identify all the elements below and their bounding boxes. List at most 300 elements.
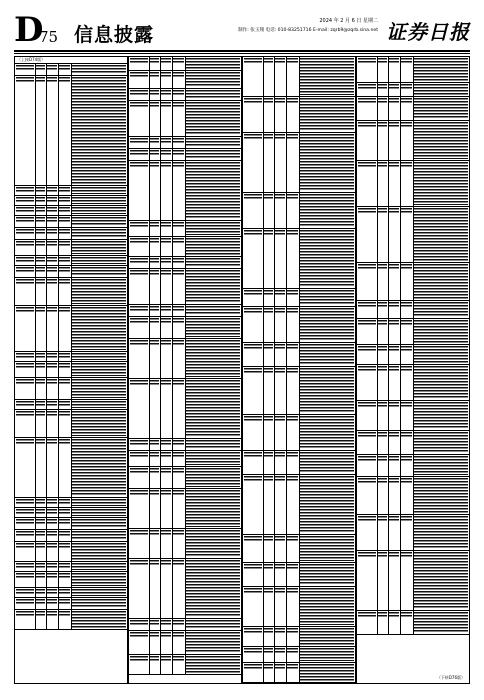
text-texture	[264, 664, 273, 670]
text-texture	[150, 150, 159, 156]
table-cell	[299, 57, 355, 96]
table-cell	[243, 57, 264, 96]
table-row	[15, 542, 127, 562]
table-cell	[71, 76, 127, 185]
text-texture	[130, 138, 148, 144]
text-texture	[16, 599, 34, 605]
table-cell	[299, 475, 355, 534]
text-texture	[36, 353, 45, 359]
text-texture	[275, 536, 284, 542]
text-texture	[130, 656, 148, 662]
table-cell	[71, 228, 127, 239]
table-row	[15, 562, 127, 572]
table-cell	[286, 97, 300, 132]
header-rule	[14, 50, 470, 52]
text-texture	[414, 208, 468, 261]
text-texture	[186, 238, 240, 255]
text-texture	[389, 552, 398, 558]
text-texture	[161, 340, 170, 346]
text-texture	[36, 363, 45, 369]
table-cell	[243, 475, 264, 534]
issue-date: 2024 年 2 月 6 日 星期二	[319, 18, 378, 24]
text-texture	[161, 530, 170, 536]
text-texture	[300, 308, 354, 341]
table-row	[243, 367, 355, 415]
text-texture	[186, 90, 240, 99]
text-texture	[36, 439, 45, 445]
text-texture	[275, 230, 284, 236]
text-texture	[150, 138, 159, 144]
table-cell	[15, 206, 36, 215]
text-texture	[36, 519, 45, 525]
table-cell	[274, 683, 286, 684]
table-cell	[286, 563, 300, 586]
table-cell	[71, 362, 127, 377]
table-row	[357, 263, 469, 301]
table-cell	[243, 229, 264, 288]
text-texture	[130, 530, 148, 536]
text-texture	[414, 84, 468, 95]
text-texture	[264, 58, 273, 64]
text-texture	[47, 611, 56, 617]
text-texture	[358, 264, 376, 270]
table-row	[15, 588, 127, 598]
table-cell	[172, 489, 186, 528]
text-texture	[161, 90, 170, 96]
text-texture	[275, 416, 284, 422]
text-texture	[47, 229, 56, 235]
text-texture	[264, 628, 273, 634]
text-texture	[59, 543, 70, 549]
text-texture	[287, 452, 298, 458]
table-cell	[185, 655, 241, 674]
text-texture	[173, 238, 184, 244]
text-texture	[287, 134, 298, 140]
text-texture	[16, 611, 34, 617]
table-cell	[286, 133, 300, 192]
table-row	[129, 89, 241, 101]
table-row	[15, 400, 127, 410]
table-cell	[129, 439, 150, 450]
text-texture	[59, 353, 70, 359]
table-row	[243, 451, 355, 475]
text-texture	[275, 308, 284, 314]
text-texture	[378, 98, 387, 104]
table-row	[15, 266, 127, 278]
table-cell	[15, 352, 36, 361]
text-texture	[47, 499, 56, 505]
text-texture	[150, 620, 159, 626]
text-texture	[16, 241, 34, 247]
table-cell	[400, 161, 414, 206]
table-cell	[299, 627, 355, 646]
table-cell	[129, 269, 150, 304]
text-texture	[59, 229, 70, 235]
text-texture	[16, 573, 34, 579]
text-texture	[264, 290, 273, 296]
text-texture	[130, 468, 148, 474]
text-texture	[16, 439, 34, 445]
text-texture	[414, 264, 468, 299]
text-texture	[287, 664, 298, 670]
table-cell	[400, 121, 414, 160]
table-cell	[71, 542, 127, 561]
table-cell	[185, 529, 241, 558]
text-texture	[59, 589, 70, 595]
table-cell	[129, 257, 150, 268]
table-cell	[413, 401, 469, 430]
table-cell	[71, 216, 127, 227]
table-cell	[413, 431, 469, 454]
table-cell	[129, 305, 150, 316]
table-cell	[400, 515, 414, 550]
text-texture	[72, 563, 126, 570]
table-cell	[413, 161, 469, 206]
table-cell	[299, 563, 355, 586]
text-texture	[300, 452, 354, 473]
table-cell	[71, 256, 127, 265]
text-texture	[186, 270, 240, 303]
table-cell	[243, 193, 264, 228]
text-texture	[173, 138, 184, 144]
table-row	[357, 431, 469, 455]
table-column-2	[128, 56, 242, 684]
text-texture	[244, 194, 262, 200]
table-cell	[58, 362, 72, 377]
table-row	[357, 365, 469, 401]
table-cell	[58, 278, 72, 305]
table-cell	[413, 121, 469, 160]
table-cell	[172, 619, 186, 630]
table-cell	[286, 367, 300, 414]
text-texture	[401, 456, 412, 462]
text-texture	[378, 612, 387, 618]
text-texture	[401, 516, 412, 522]
text-texture	[150, 162, 159, 168]
table-cell	[400, 401, 414, 430]
table-cell	[400, 263, 414, 300]
table-row	[15, 518, 127, 530]
text-texture	[378, 58, 387, 64]
table-row	[129, 451, 241, 467]
text-texture	[173, 150, 184, 156]
table-cell	[172, 137, 186, 148]
text-texture	[173, 306, 184, 312]
text-texture	[173, 656, 184, 662]
table-cell	[172, 631, 186, 654]
table-cell	[299, 451, 355, 474]
text-texture	[173, 530, 184, 536]
text-texture	[150, 468, 159, 474]
table-row	[243, 193, 355, 229]
table-cell	[185, 559, 241, 618]
table-row	[357, 121, 469, 161]
text-texture	[300, 536, 354, 561]
text-texture	[130, 102, 148, 108]
text-texture	[186, 258, 240, 267]
text-texture	[36, 187, 45, 193]
text-texture	[72, 411, 126, 436]
table-cell	[286, 647, 300, 662]
table-row	[129, 137, 241, 149]
table-cell	[58, 64, 72, 75]
text-texture	[173, 162, 184, 168]
text-texture	[300, 664, 354, 681]
text-texture	[16, 499, 34, 505]
table-row	[129, 257, 241, 269]
text-texture	[186, 380, 240, 437]
text-texture	[389, 122, 398, 128]
text-texture	[358, 208, 376, 214]
table-cell	[413, 455, 469, 476]
text-texture	[72, 363, 126, 376]
text-texture	[130, 380, 148, 386]
table-cell	[129, 655, 150, 674]
text-texture	[47, 267, 56, 273]
table-cell	[185, 71, 241, 88]
text-texture	[161, 620, 170, 626]
table-cell	[243, 415, 264, 450]
newspaper-logo: 证券日报	[386, 20, 470, 44]
table-cell	[172, 655, 186, 674]
table-cell	[357, 515, 378, 550]
table-cell	[243, 663, 264, 682]
table-cell	[286, 683, 300, 684]
text-texture	[47, 207, 56, 213]
text-texture	[186, 102, 240, 135]
table-row	[15, 216, 127, 228]
table-row	[357, 83, 469, 97]
text-texture	[161, 162, 170, 168]
text-texture	[150, 72, 159, 78]
table-row	[15, 278, 127, 306]
text-texture	[378, 162, 387, 168]
text-texture	[264, 564, 273, 570]
text-texture	[244, 344, 262, 350]
table-row	[15, 610, 127, 630]
table-cell	[129, 339, 150, 378]
text-texture	[36, 77, 45, 83]
text-texture	[47, 187, 56, 193]
table-cell	[129, 89, 150, 100]
table-cell	[172, 269, 186, 304]
table-cell	[172, 379, 186, 438]
text-texture	[59, 197, 70, 203]
table-row	[15, 240, 127, 256]
table-cell	[58, 498, 72, 507]
text-texture	[264, 368, 273, 374]
table-cell	[58, 562, 72, 571]
table-row	[357, 611, 469, 635]
table-row	[243, 57, 355, 97]
table-row	[243, 647, 355, 663]
text-texture	[59, 207, 70, 213]
table-cell	[357, 401, 378, 430]
text-texture	[414, 612, 468, 633]
text-texture	[150, 452, 159, 458]
table-row	[129, 529, 241, 559]
text-texture	[59, 65, 70, 71]
table-cell	[357, 345, 378, 364]
table-row	[243, 289, 355, 307]
text-texture	[72, 401, 126, 408]
table-cell	[286, 289, 300, 306]
table-cell	[58, 240, 72, 255]
text-texture	[150, 380, 159, 386]
text-texture	[36, 509, 45, 515]
table-cell	[243, 683, 264, 684]
text-texture	[47, 65, 56, 71]
text-texture	[244, 230, 262, 236]
text-texture	[173, 318, 184, 324]
table-row	[15, 378, 127, 400]
text-texture	[150, 340, 159, 346]
table-cell	[58, 572, 72, 587]
table-row	[129, 221, 241, 237]
text-texture	[72, 439, 126, 496]
table-cell	[299, 535, 355, 562]
text-texture	[173, 440, 184, 446]
table-cell	[71, 572, 127, 587]
table-row	[15, 352, 127, 362]
text-texture	[161, 102, 170, 108]
text-texture	[358, 456, 376, 462]
table-row	[129, 379, 241, 439]
text-texture	[244, 98, 262, 104]
table-cell	[15, 378, 36, 399]
masthead	[14, 10, 470, 50]
table-cell	[58, 206, 72, 215]
text-texture	[378, 516, 387, 522]
table-cell	[413, 83, 469, 96]
text-texture	[130, 452, 148, 458]
text-texture	[36, 379, 45, 385]
text-texture	[72, 353, 126, 360]
text-texture	[389, 264, 398, 270]
text-texture	[173, 560, 184, 566]
table-row	[15, 206, 127, 216]
table-row	[129, 631, 241, 655]
table-cell	[400, 365, 414, 400]
text-texture	[161, 656, 170, 662]
table-cell	[299, 367, 355, 414]
text-texture	[130, 238, 148, 244]
text-texture	[47, 531, 56, 537]
text-texture	[287, 476, 298, 482]
table-row	[15, 306, 127, 352]
disclosure-table	[14, 56, 470, 684]
text-texture	[414, 366, 468, 399]
table-row	[15, 572, 127, 588]
table-cell	[71, 410, 127, 437]
text-texture	[287, 628, 298, 634]
table-row	[129, 339, 241, 379]
text-texture	[287, 290, 298, 296]
text-texture	[72, 589, 126, 596]
text-texture	[16, 65, 34, 71]
text-texture	[72, 197, 126, 204]
text-texture	[389, 84, 398, 90]
text-texture	[186, 620, 240, 629]
text-texture	[244, 308, 262, 314]
table-cell	[58, 508, 72, 517]
text-texture	[72, 279, 126, 304]
text-texture	[59, 77, 70, 83]
text-texture	[36, 401, 45, 407]
text-texture	[173, 90, 184, 96]
table-column-3	[242, 56, 356, 684]
text-texture	[358, 366, 376, 372]
text-texture	[36, 499, 45, 505]
text-texture	[275, 664, 284, 670]
text-texture	[161, 306, 170, 312]
table-cell	[15, 542, 36, 561]
text-texture	[16, 307, 34, 313]
text-texture	[401, 122, 412, 128]
text-texture	[401, 264, 412, 270]
text-texture	[378, 320, 387, 326]
table-cell	[58, 530, 72, 541]
table-cell	[400, 319, 414, 344]
table-cell	[243, 451, 264, 474]
table-cell	[15, 186, 36, 195]
table-cell	[357, 57, 378, 82]
table-cell	[243, 535, 264, 562]
text-texture	[358, 478, 376, 484]
table-cell	[185, 237, 241, 256]
table-row	[357, 345, 469, 365]
text-texture	[358, 122, 376, 128]
table-row	[243, 415, 355, 451]
text-texture	[72, 307, 126, 350]
text-texture	[130, 150, 148, 156]
text-texture	[275, 194, 284, 200]
table-cell	[15, 498, 36, 507]
table-row	[357, 551, 469, 611]
table-cell	[357, 477, 378, 514]
table-row	[15, 498, 127, 508]
text-texture	[16, 77, 34, 83]
text-texture	[72, 509, 126, 516]
text-texture	[389, 402, 398, 408]
text-texture	[414, 402, 468, 429]
text-texture	[36, 543, 45, 549]
text-texture	[36, 267, 45, 273]
text-texture	[186, 72, 240, 87]
text-texture	[414, 552, 468, 609]
table-cell	[413, 301, 469, 318]
table-cell	[58, 400, 72, 409]
text-texture	[275, 290, 284, 296]
table-cell	[129, 57, 150, 70]
text-texture	[389, 58, 398, 64]
table-cell	[413, 97, 469, 120]
table-cell	[185, 467, 241, 488]
text-texture	[186, 632, 240, 653]
text-texture	[150, 58, 159, 64]
text-texture	[414, 516, 468, 549]
text-texture	[287, 588, 298, 594]
table-cell	[413, 345, 469, 364]
text-texture	[275, 344, 284, 350]
table-cell	[129, 489, 150, 528]
table-cell	[71, 518, 127, 529]
text-texture	[186, 490, 240, 527]
table-cell	[71, 498, 127, 507]
editor-info: 制作: 张玉翔 电话: 010-83251716 E-mail: zqrb9@zqrb.sina.net	[238, 28, 378, 33]
table-cell	[15, 216, 36, 227]
table-cell	[172, 71, 186, 88]
